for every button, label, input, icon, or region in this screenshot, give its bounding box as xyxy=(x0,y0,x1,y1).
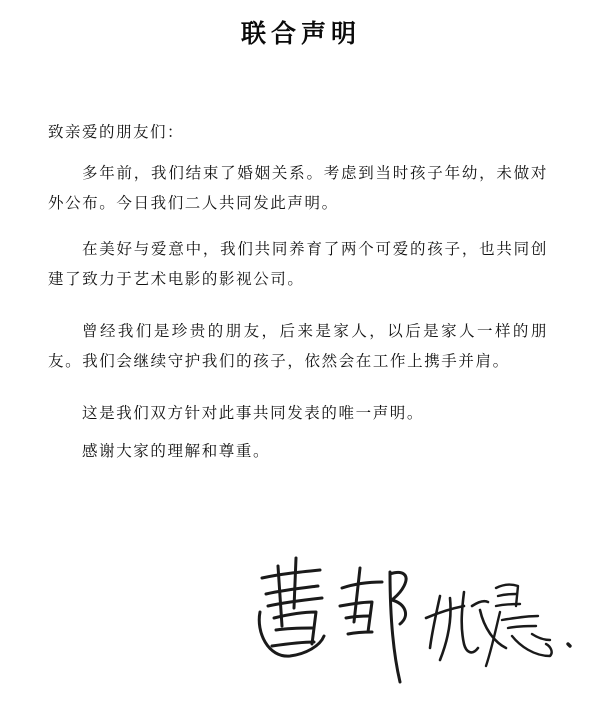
paragraph-5: 感谢大家的理解和尊重。 xyxy=(82,442,271,460)
signature-char-4 xyxy=(486,585,552,666)
paragraph-4: 这是我们双方针对此事共同发表的唯一声明。 xyxy=(82,404,425,422)
paragraph-3: 曾经我们是珍贵的朋友，后来是家人，以后是家人一样的朋友。我们会继续守护我们的孩子，依然会在工作上携手并肩。 xyxy=(48,322,548,370)
signature-char-1 xyxy=(259,558,324,656)
signature-dot xyxy=(568,644,570,646)
handwritten-signature xyxy=(250,548,590,688)
paragraph-1: 多年前，我们结束了婚姻关系。考虑到当时孩子年幼，未做对外公布。今日我们二人共同发此声明。 xyxy=(48,164,548,212)
paragraph-2: 在美好与爱意中，我们共同养育了两个可爱的孩子，也共同创建了致力于艺术电影的影视公司。 xyxy=(48,240,548,288)
salutation: 致亲爱的朋友们： xyxy=(48,123,185,141)
signature-char-2 xyxy=(340,568,406,682)
statement-title: 联合声明 xyxy=(240,19,361,48)
signature-char-3 xyxy=(426,592,506,660)
